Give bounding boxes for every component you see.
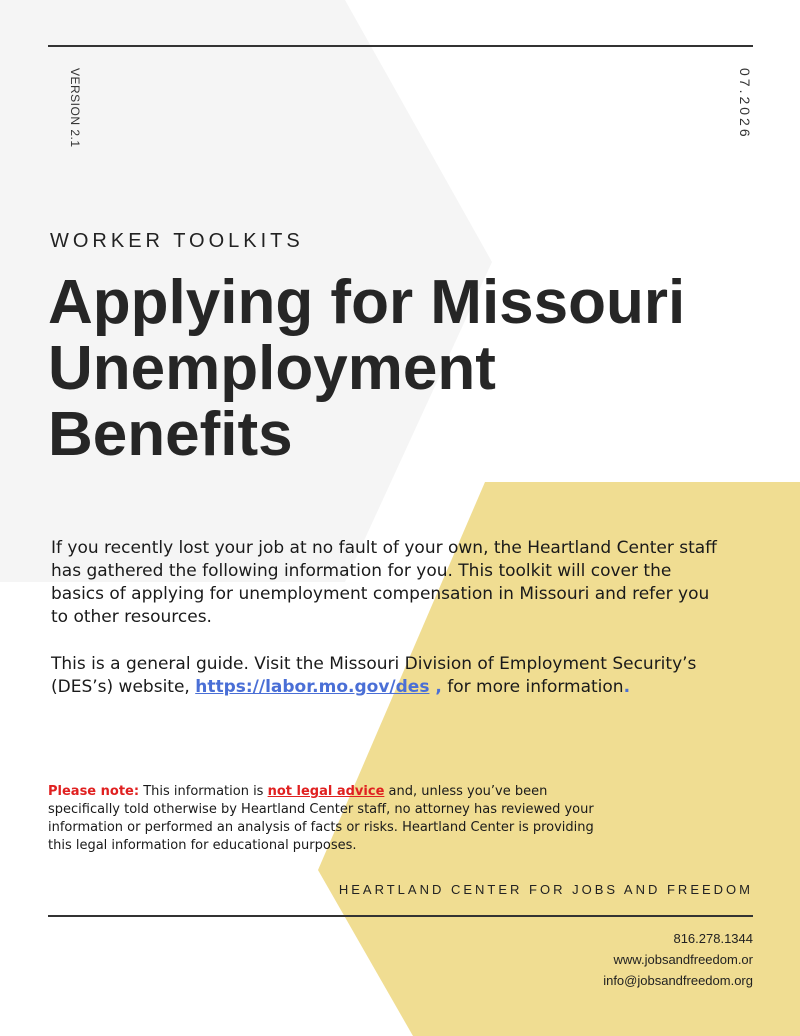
guide-end-mark: . [623,677,631,697]
contact-block [603,928,753,991]
not-legal-advice-emphasis: not legal advice [267,784,385,799]
guide-text-after: for more information [441,677,624,697]
date-label: 07.2026 [737,68,753,140]
series-label: WORKER TOOLKITS [50,230,304,252]
website-address: www.jobsandfreedom.or [613,952,753,967]
version-label: VERSION 2.1 [68,68,82,148]
title-line-1: Applying for Missouri [48,268,686,337]
bottom-divider [48,915,753,917]
page-title [48,270,768,468]
note-label: Please note: [48,784,140,799]
phone-number: 816.278.1344 [673,931,753,946]
organization-name: HEARTLAND CENTER FOR JOBS AND FREEDOM [338,882,753,897]
title-line-2: Unemployment [48,334,496,403]
des-website-link[interactable]: https://labor.mo.gov/des [195,677,430,697]
email-address: info@jobsandfreedom.org [603,973,753,988]
top-divider [48,45,753,47]
title-line-3: Benefits [48,400,293,469]
note-text-2: and, unless you’ve been specifically told otherwise by Heartland Center staff, no attorney has reviewed your information or performed an analysis of facts or risks. Heartland Center is providing this legal information for educational purposes. [48,784,594,853]
guide-paragraph [51,653,751,699]
legal-note [48,783,608,855]
link-suffix: , [429,677,442,697]
note-text-1: This information is [139,784,268,799]
guide-text-before: This is a general guide. Visit the Missouri Division of Employment Security’s (DES’s) website, [51,654,697,697]
intro-paragraph: If you recently lost your job at no fault of your own, the Heartland Center staff has gathered the following information for you. This toolkit will cover the basics of applying for unemployment compensation in Missouri and refer you to other resources. [51,538,717,627]
